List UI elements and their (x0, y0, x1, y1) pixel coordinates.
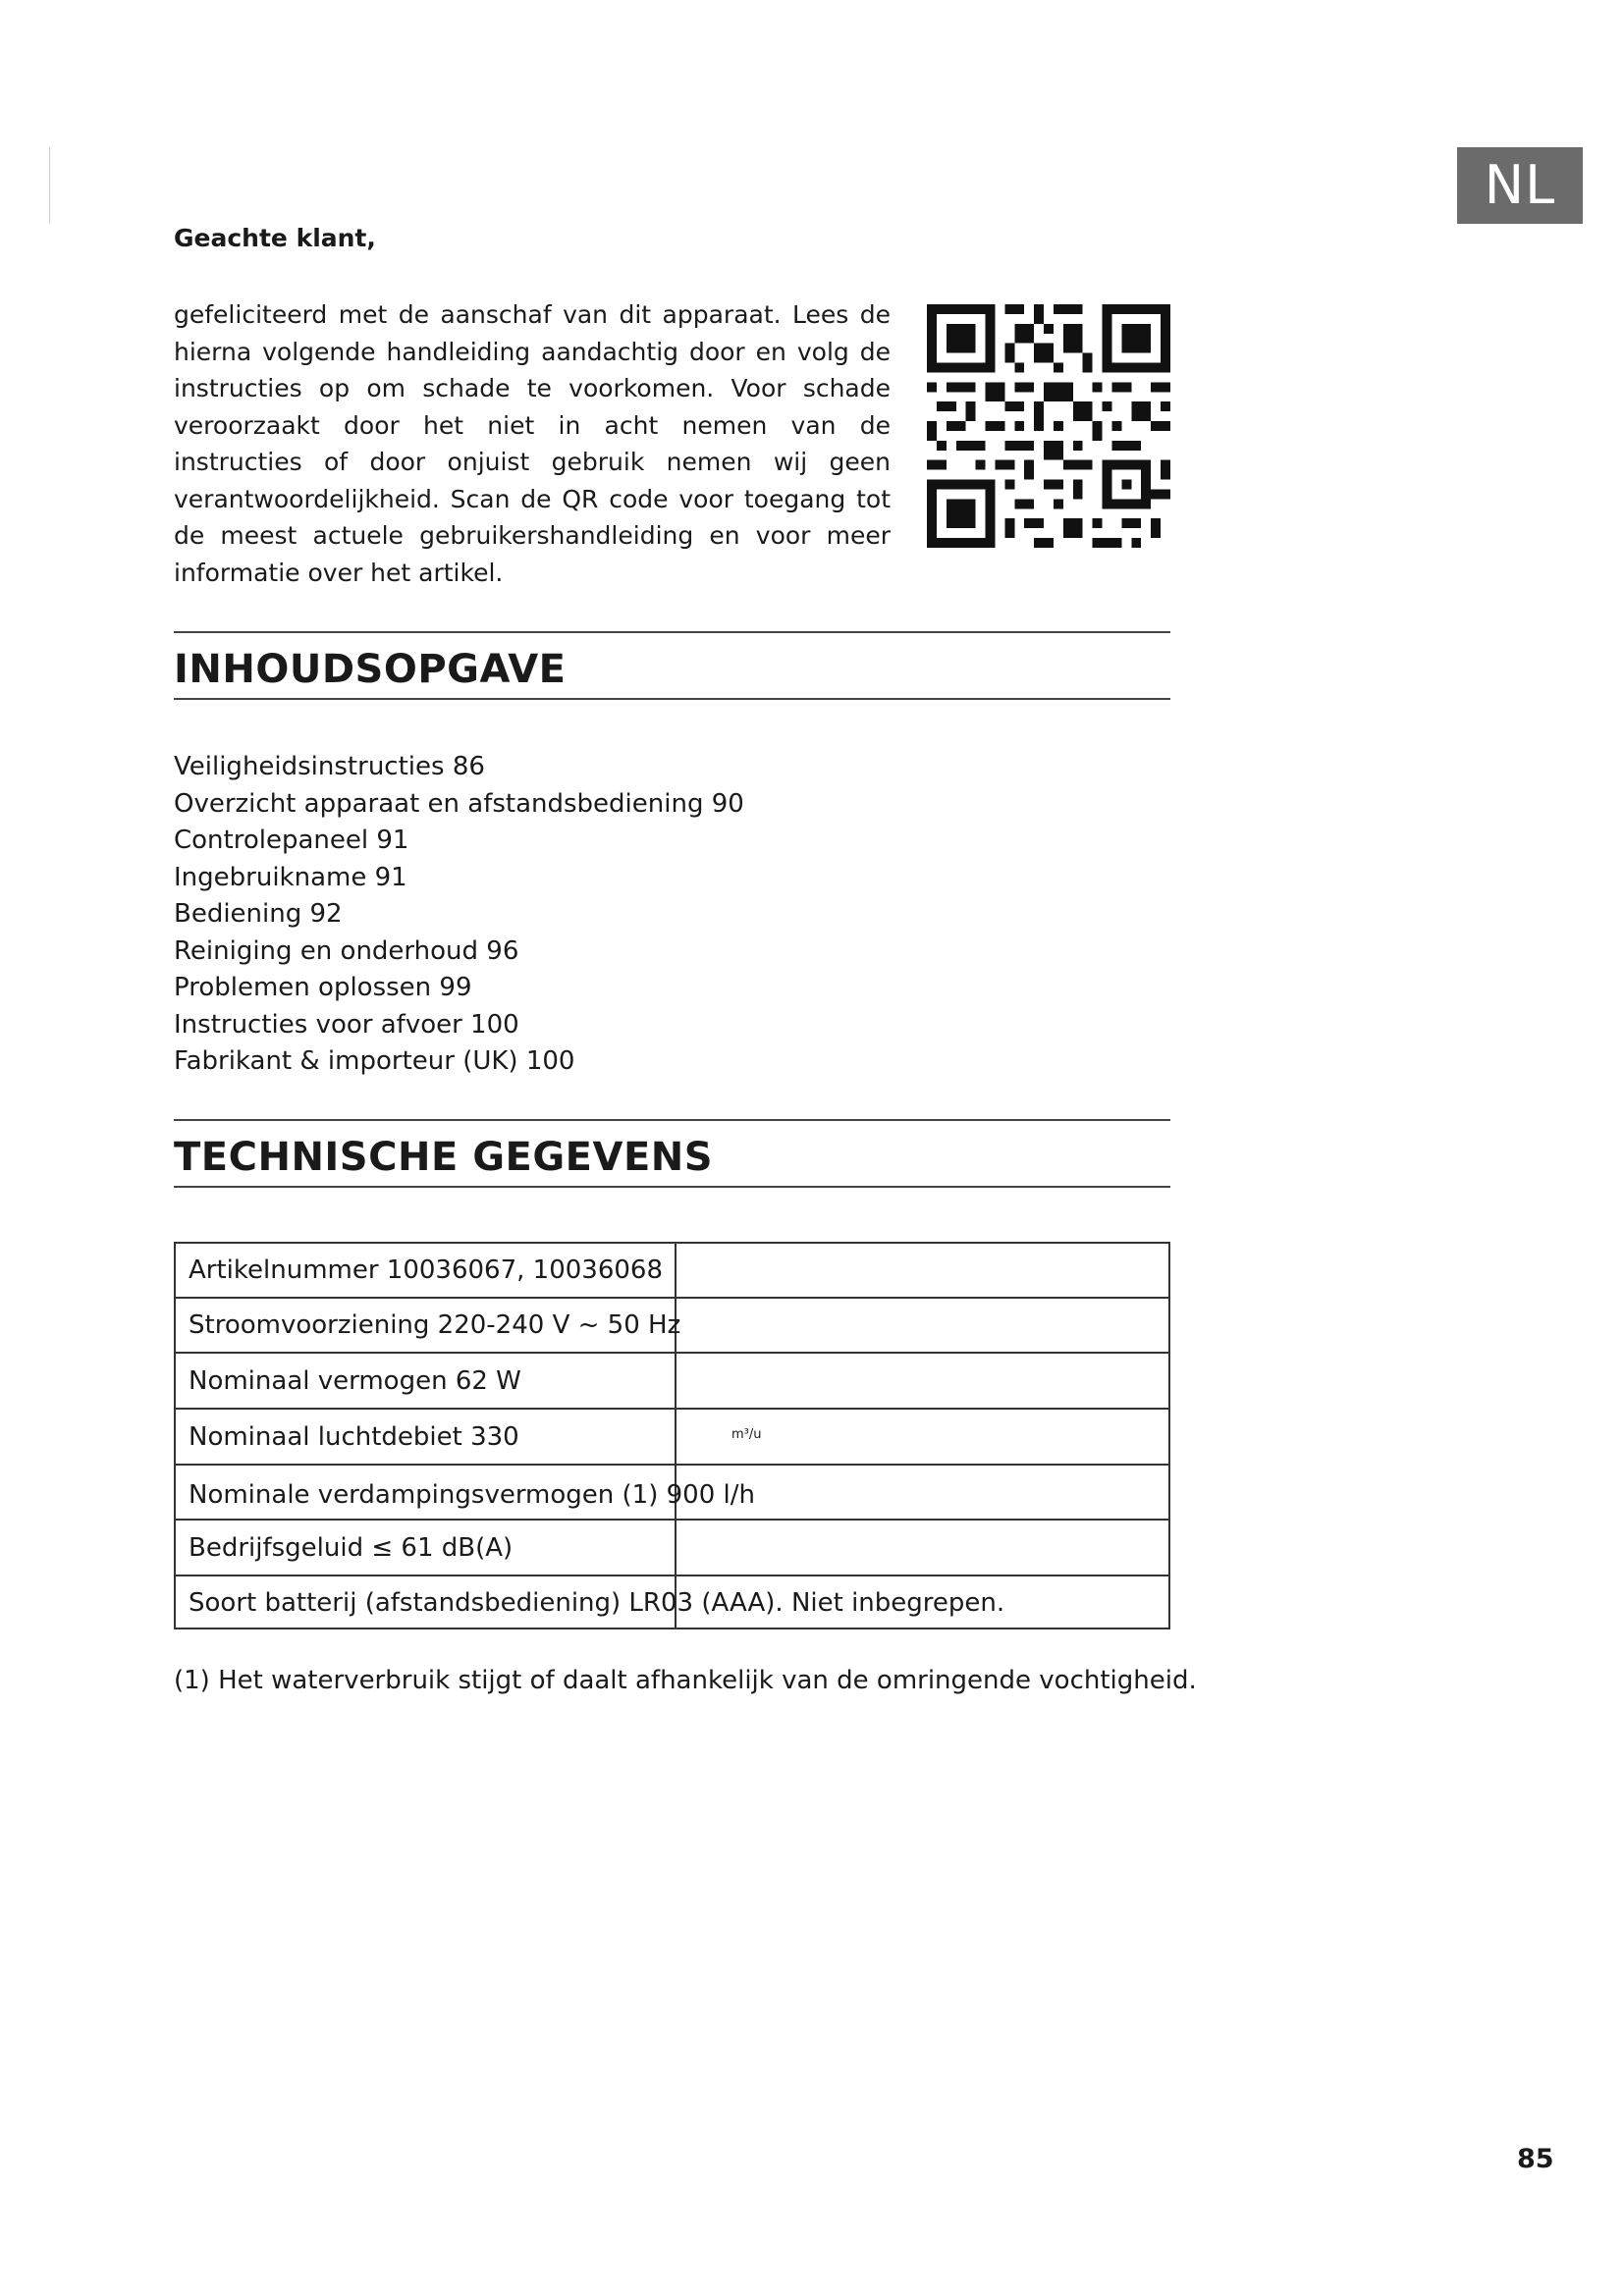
margin-rule (49, 147, 50, 224)
table-row (176, 1354, 1168, 1410)
spec-cell: Artikelnummer 10036067, 10036068 (189, 1255, 664, 1285)
toc-item[interactable]: Reiniging en onderhoud 96 (174, 935, 519, 966)
spec-cell: Bedrijfsgeluid ≤ 61 dB(A) (189, 1533, 514, 1563)
toc-item[interactable]: Overzicht apparaat en afstandsbediening 90 (174, 788, 744, 819)
intro-paragraph: gefeliciteerd met de aanschaf van dit apparaat. Lees de hierna volgende handleiding aandachtig door en volg de instructies op om schade te voorkomen. Voor schade veroorzaakt door het niet in acht nemen van de instructies of door onjuist gebruik nemen wij geen verantwoordelijkheid. Scan de QR code voor toegang tot de meest actuele gebruikershandleiding en voor meer informatie over het artikel. (174, 300, 891, 587)
table-row (176, 1299, 1168, 1354)
toc-item[interactable]: Controlepaneel 91 (174, 826, 409, 855)
toc-item[interactable]: Instructies voor afvoer 100 (174, 1009, 519, 1040)
toc-item[interactable]: Bediening 92 (174, 899, 343, 929)
table-row (176, 1466, 1168, 1521)
spec-cell: Nominaal luchtdebiet 330 (189, 1422, 519, 1452)
spec-cell: Soort batterij (afstandsbediening) LR03 (AAA). Niet inbegrepen. (189, 1588, 1005, 1618)
greeting: Geachte klant, (174, 224, 376, 252)
toc-item[interactable]: Problemen oplossen 99 (174, 973, 472, 1002)
toc-title: INHOUDSOPGAVE (174, 647, 567, 692)
language-tab: NL (1457, 147, 1583, 224)
specs-title: TECHNISCHE GEGEVENS (174, 1135, 714, 1180)
toc-item[interactable]: Ingebruikname 91 (174, 862, 407, 892)
table-row (176, 1410, 1168, 1466)
table-row (176, 1576, 1168, 1628)
airflow-unit: m³/u (731, 1427, 762, 1442)
table-row (176, 1521, 1168, 1576)
table-row (176, 1244, 1168, 1299)
footnote: (1) Het waterverbruik stijgt of daalt afhankelijk van de omringende vochtigheid. (174, 1666, 1197, 1695)
spec-cell: Stroomvoorziening 220-240 V ~ 50 Hz (189, 1310, 681, 1340)
spec-table (174, 1242, 1170, 1629)
toc-heading (174, 631, 1170, 700)
page-number: 85 (1517, 2144, 1554, 2174)
toc-item[interactable]: Fabrikant & importeur (UK) 100 (174, 1046, 575, 1076)
toc-item[interactable]: Veiligheidsinstructies 86 (174, 752, 485, 781)
spec-cell: Nominale verdampingsvermogen (1) 900 l/h (189, 1480, 755, 1510)
qr-code-icon[interactable] (927, 304, 1170, 548)
table-of-contents (174, 749, 744, 1081)
specs-heading (174, 1119, 1170, 1188)
spec-cell: Nominaal vermogen 62 W (189, 1366, 521, 1396)
